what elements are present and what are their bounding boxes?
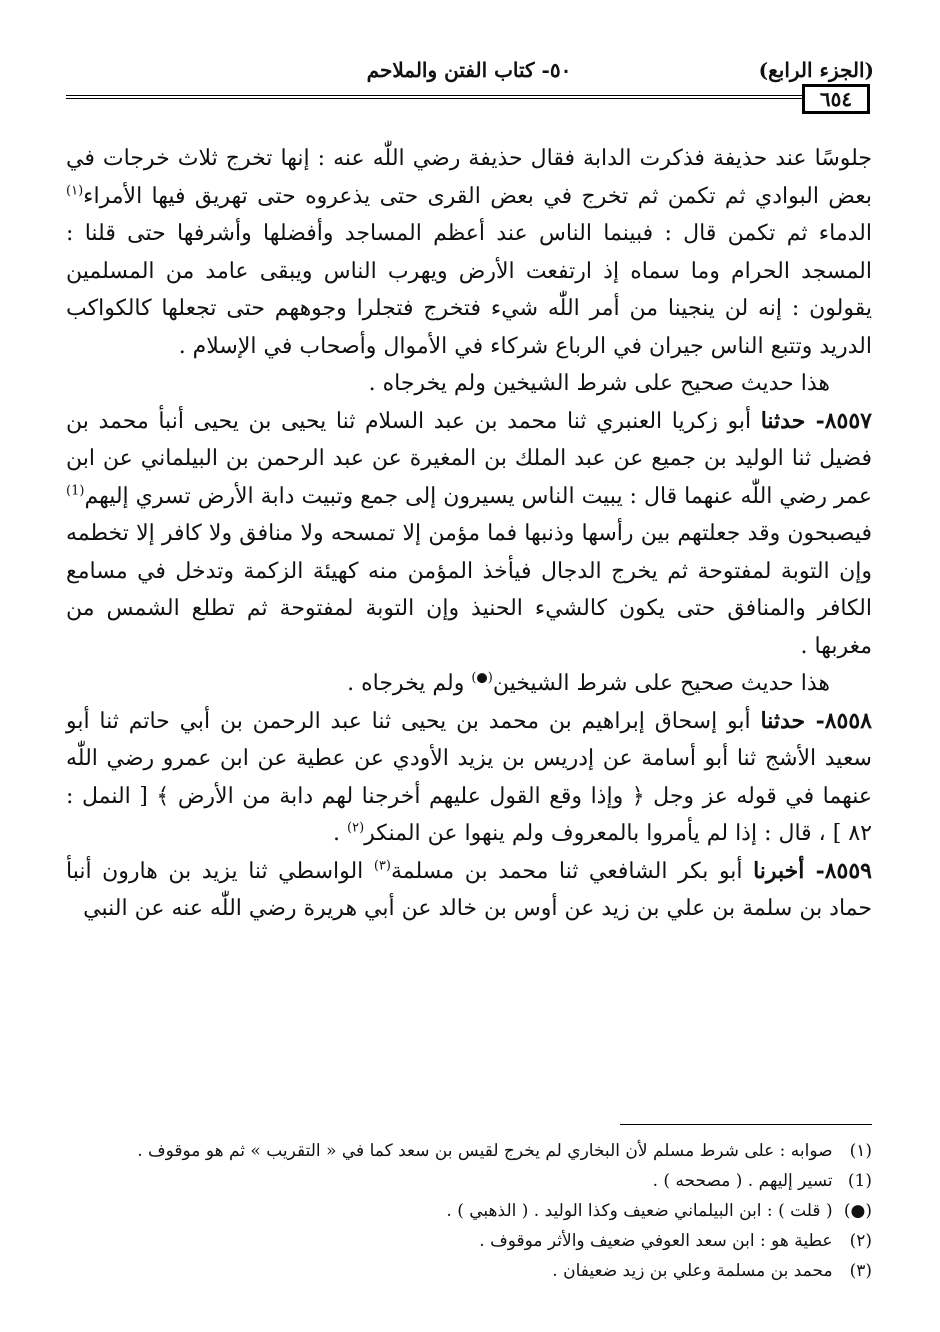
hadith-8557: ٨٥٥٧- حدثنا أبو زكريا العنبري ثنا محمد بن عبد السلام ثنا يحيى بن يحيى أنبأ محمد بن فضيل ثنا الوليد بن جميع عن عبد الملك بن المغيرة عن عبد الرحمن بن البيلماني عن ابن عمر رضي اللّٰه عنهما قال : يبيت الناس يسيرون إلى جمع وتبيت دابة الأرض تسري إليهم$^{(1)}$ فيصبحون وقد جعلتهم بين رأسها وذنبها فما مؤمن إلا تمسحه ولا منافق ولا كافر إلا تخطمه وإن التوبة لمفتوحة ثم يخرج الدجال فيأخذ المؤمن منه كهيئة الزكمة وتدخل في مسامع الكافر والمنافق حتى يكون كالشيء الحنيذ وإن التوبة لمفتوحة ثم تطلع الشمس من مغربها . [66, 407, 872, 659]
footnote [66, 1256, 872, 1286]
footnote [66, 1196, 872, 1226]
footnote-text: تسير إليهم . ( مصححه ) . [652, 1171, 833, 1191]
footnote-ref: (٢) [347, 820, 365, 836]
footnote-text: صوابه : على شرط مسلم لأن البخاري لم يخرج لقيس بن سعد كما في « التقريب » ثم هو موقوف . [137, 1141, 833, 1161]
hadith-number: ٨٥٥٨- [805, 707, 872, 734]
header-rule [66, 95, 802, 99]
footnote-text: عطية هو : ابن سعد العوفي ضعيف والأثر موقوف . [479, 1231, 833, 1251]
footnote-divider [620, 1124, 872, 1125]
chapter-title: ٥٠- كتاب الفتن والملاحم [366, 58, 572, 82]
hadith-number: ٨٥٥٧- [805, 407, 872, 434]
footnote-ref: (●) [471, 670, 493, 686]
verdict-line: هذا حديث صحيح على شرط الشيخين ولم يخرجاه . [368, 371, 830, 396]
verdict-line: هذا حديث صحيح على شرط الشيخين(●) ولم يخرجاه . [347, 670, 830, 696]
hadith-number: ٨٥٥٩- [804, 857, 872, 884]
footnote [66, 1226, 872, 1256]
main-text [66, 140, 872, 928]
volume-label: (الجزء الرابع) [758, 58, 874, 82]
footnote-ref: (١) [66, 183, 84, 199]
paragraph-continuation: جلوسًا عند حذيفة فذكرت الدابة فقال حذيفة رضي اللّٰه عنه : إنها تخرج ثلاث خرجات في بعض البوادي ثم تكمن ثم تخرج في بعض القرى حتى يذعروه حتى تهريق فيها الأمراء$^{(١)}$ الدماء ثم تكمن قال : فبينما الناس عند أعظم المساجد وأفضلها وأشرفها حتى قلنا : المسجد الحرام وما سماه إذ ارتفعت الأرض ويهرب الناس ويبقى عامد من المسلمين يقولون : إنه لن ينجينا من أمر اللّٰه شيء فتخرج فتجلرا وجوههم حتى تجعلها كالكواكب الدريد وتتبع الناس جيران في الرباع شركاء في الأموال وأصحاب في الإسلام . [66, 146, 872, 359]
footnote-mark: (٣) [849, 1261, 872, 1281]
footnote-mark: (١) [849, 1141, 872, 1161]
footnote [66, 1136, 872, 1166]
page-number: ٦٥٤ [802, 84, 870, 114]
footnote-ref: (٣) [373, 858, 391, 874]
footnote-ref: (1) [66, 483, 85, 499]
footnote-mark: (●) [843, 1201, 872, 1221]
hadith-8558: ٨٥٥٨- حدثنا أبو إسحاق إبراهيم بن محمد بن يحيى ثنا عبد الرحمن بن أبي حاتم ثنا أبو سعيد الأشج ثنا أبو أسامة عن إدريس بن يزيد الأودي عن عطية عن ابن عمرو رضي اللّٰه عنهما في قوله عز وجل ﴿ وإذا وقع القول عليهم أخرجنا لهم دابة من الأرض ﴾ [ النمل : ٨٢ ] ، قال : إذا لم يأمروا بالمعروف ولم ينهوا عن المنكر$^{(٢)}$ . [66, 707, 872, 846]
footnote-text: ( قلت ) : ابن البيلماني ضعيف وكذا الوليد . ( الذهبي ) . [446, 1201, 833, 1221]
footnote-mark: (٢) [849, 1231, 872, 1251]
footnotes [66, 1136, 872, 1286]
hadith-lead: أخبرنا [753, 857, 805, 884]
hadith-lead: حدثنا [760, 407, 806, 434]
page-header [64, 58, 874, 86]
hadith-8559: ٨٥٥٩- أخبرنا أبو بكر الشافعي ثنا محمد بن مسلمة$^{(٣)}$ الواسطي ثنا يزيد بن هارون أنبأ حماد بن سلمة بن علي بن زيد عن أوس بن خالد عن أبي هريرة رضي اللّٰه عنه عن النبي [66, 857, 872, 921]
footnote-text: محمد بن مسلمة وعلي بن زيد ضعيفان . [552, 1261, 833, 1281]
footnote [66, 1166, 872, 1196]
footnote-mark: (1) [847, 1171, 872, 1191]
hadith-lead: حدثنا [760, 707, 806, 734]
